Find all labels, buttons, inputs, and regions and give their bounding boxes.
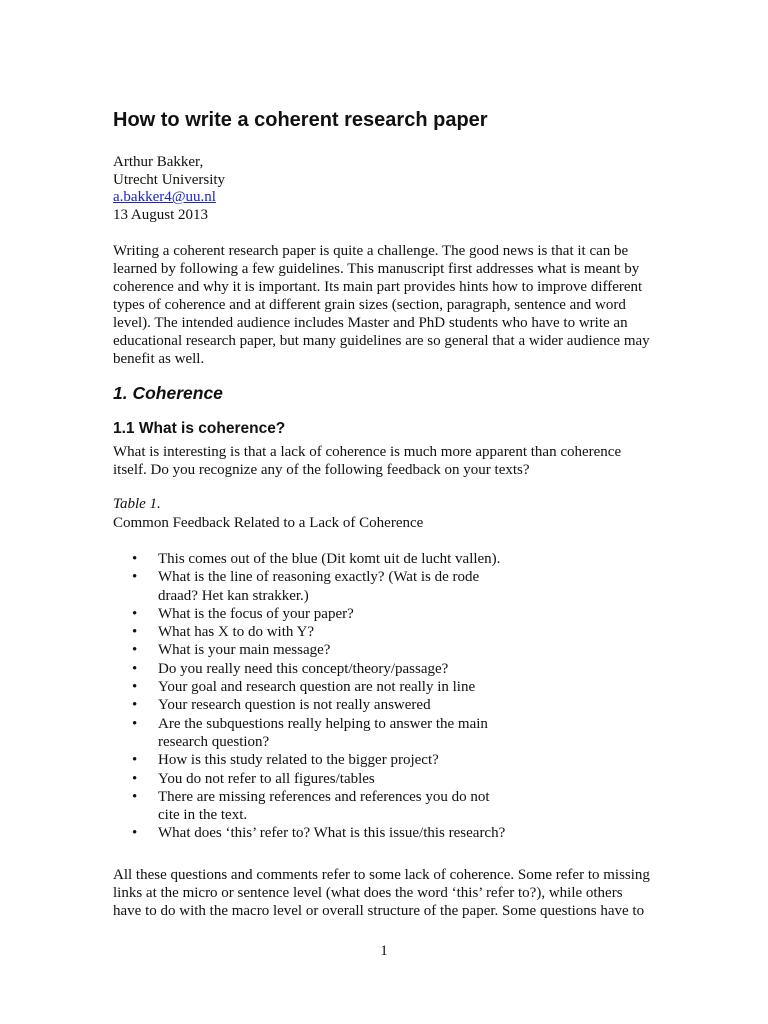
- author-affiliation: Utrecht University: [113, 171, 226, 188]
- feedback-item-text: What has X to do with Y?: [158, 624, 315, 641]
- feedback-item: [132, 824, 505, 842]
- bullet-icon: •: [132, 825, 138, 842]
- bullet-icon: •: [132, 551, 138, 567]
- feedback-item: [132, 641, 505, 659]
- closing-line: All these questions and comments refer to some lack of coherence. Some refer to missing: [113, 867, 650, 883]
- feedback-item-text: How is this study related to the bigger project?: [158, 752, 439, 769]
- feedback-item: [132, 770, 505, 788]
- section-heading: 1. Coherence: [113, 383, 223, 403]
- feedback-item: [132, 660, 505, 678]
- feedback-item: [132, 678, 505, 696]
- bullet-icon: •: [132, 697, 138, 714]
- feedback-item-text: Are the subquestions really helping to answer the main: [158, 715, 488, 732]
- bullet-icon: •: [132, 770, 138, 787]
- subsection-line: itself. Do you recognize any of the following feedback on your texts?: [113, 462, 530, 478]
- feedback-item-text: What is your main message?: [158, 642, 331, 659]
- feedback-item: [132, 715, 505, 752]
- feedback-list: [132, 550, 505, 843]
- subsection-line: What is interesting is that a lack of coherence is much more apparent than coherence: [113, 444, 622, 460]
- closing-line: have to do with the macro level or overall structure of the paper. Some questions have to: [113, 903, 645, 919]
- intro-line: types of coherence and at different grain sizes (section, paragraph, sentence and word: [113, 297, 626, 313]
- bullet-icon: •: [132, 624, 138, 641]
- feedback-item-text: Your research question is not really answered: [158, 697, 431, 714]
- intro-line: learned by following a few guidelines. This manuscript first addresses what is meant by: [113, 261, 640, 277]
- feedback-item-text: research question?: [158, 733, 270, 750]
- feedback-item: [132, 550, 505, 568]
- author-email-link[interactable]: a.bakker4@uu.nl: [113, 189, 216, 206]
- bullet-icon: •: [132, 679, 138, 696]
- feedback-item: [132, 696, 505, 714]
- page-title: How to write a coherent research paper: [113, 109, 488, 131]
- intro-line: benefit as well.: [113, 351, 205, 367]
- feedback-item-text: What is the focus of your paper?: [158, 605, 354, 622]
- feedback-item: [132, 788, 505, 825]
- intro-line: Writing a coherent research paper is quite a challenge. The good news is that it can be: [113, 243, 629, 259]
- feedback-item: [132, 751, 505, 769]
- intro-line: educational research paper, but many guidelines are so general that a wider audience may: [113, 333, 650, 349]
- author-block: [113, 154, 225, 224]
- feedback-item-text: cite in the text.: [158, 807, 248, 824]
- bullet-icon: •: [132, 788, 138, 805]
- document-date: 13 August 2013: [113, 206, 209, 223]
- bullet-icon: •: [132, 569, 138, 586]
- table-label: Table 1.: [113, 496, 161, 512]
- feedback-item-text: This comes out of the blue (Dit komt uit de lucht vallen).: [158, 551, 501, 567]
- closing-line: links at the micro or sentence level (what does the word ‘this’ refer to?), while others: [113, 885, 623, 901]
- intro-line: coherence and why it is important. Its main part provides hints how to improve different: [113, 279, 643, 295]
- intro-line: level). The intended audience includes Master and PhD students who have to write an: [113, 315, 628, 331]
- feedback-item-text: Do you really need this concept/theory/passage?: [158, 660, 449, 677]
- subsection-heading: 1.1 What is coherence?: [113, 420, 286, 437]
- closing-paragraph: [113, 866, 650, 920]
- feedback-item-text: What does ‘this’ refer to? What is this issue/this research?: [158, 825, 506, 842]
- feedback-item-text: Your goal and research question are not really in line: [158, 679, 476, 696]
- bullet-icon: •: [132, 660, 138, 677]
- intro-paragraph: [113, 242, 650, 368]
- feedback-item-text: There are missing references and references you do not: [158, 788, 490, 805]
- table-caption: [113, 495, 423, 533]
- feedback-item-text: What is the line of reasoning exactly? (Wat is de rode: [158, 569, 480, 586]
- feedback-item: [132, 605, 505, 623]
- subsection-paragraph: [113, 443, 621, 479]
- table-title: Common Feedback Related to a Lack of Coherence: [113, 515, 424, 531]
- feedback-item: [132, 568, 505, 605]
- feedback-item-text: draad? Het kan strakker.): [158, 587, 309, 604]
- author-name: Arthur Bakker,: [113, 154, 204, 170]
- bullet-icon: •: [132, 605, 138, 622]
- feedback-item: [132, 623, 505, 641]
- bullet-icon: •: [132, 715, 138, 732]
- feedback-item-text: You do not refer to all figures/tables: [158, 770, 375, 787]
- bullet-icon: •: [132, 642, 138, 659]
- page-number: 1: [380, 943, 388, 959]
- bullet-icon: •: [132, 752, 138, 769]
